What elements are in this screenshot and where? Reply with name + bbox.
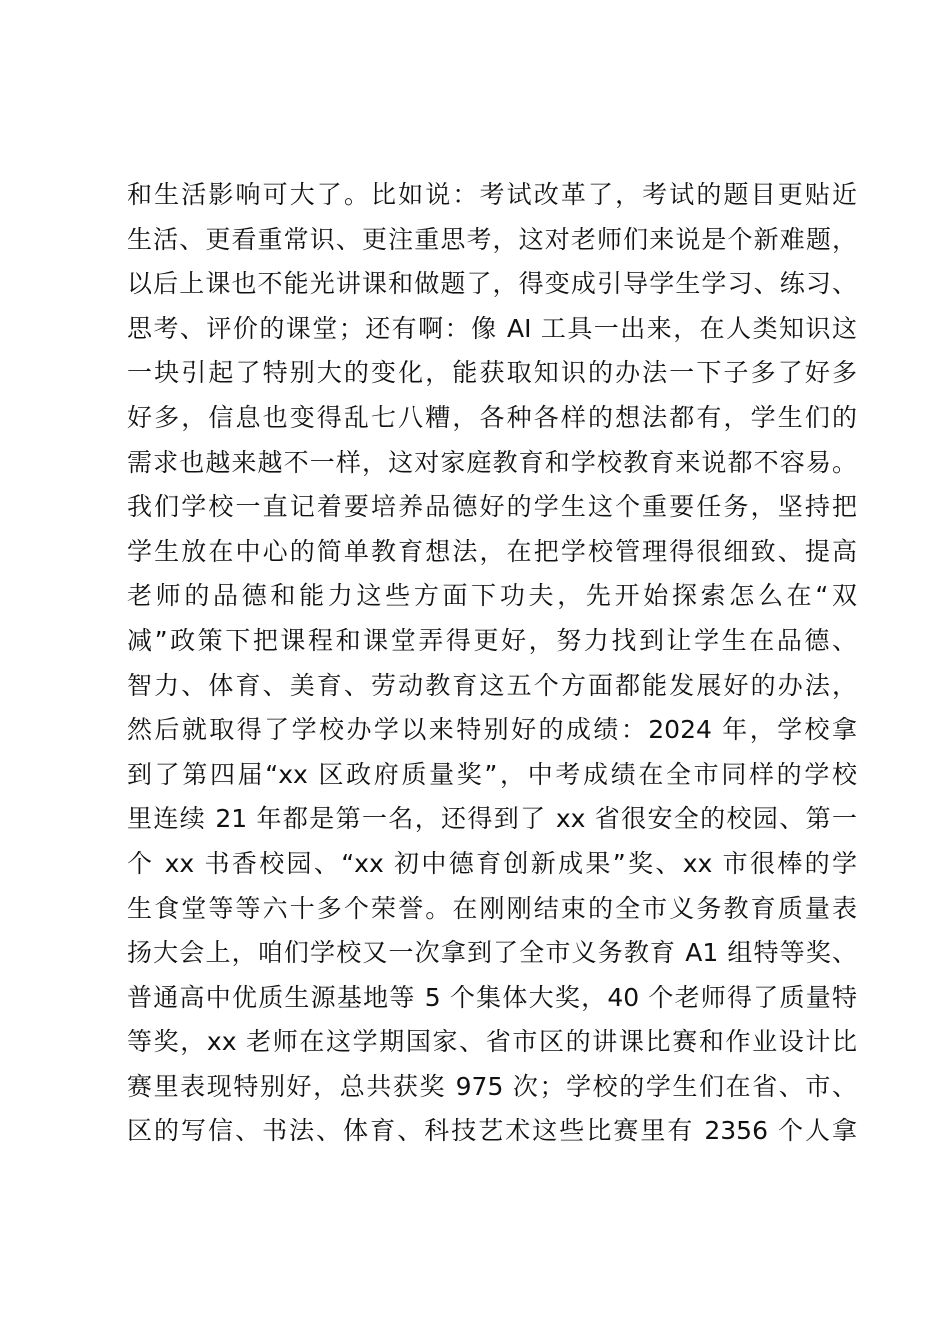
text-line: 我们学校一直记着要培养品德好的学生这个重要任务，坚持把 xyxy=(127,492,857,522)
text-line: 好多，信息也变得乱七八糟，各种各样的想法都有，学生们的 xyxy=(127,402,857,432)
text-line: 一块引起了特别大的变化，能获取知识的办法一下子多了好多 xyxy=(127,358,857,388)
text-line: 智力、体育、美育、劳动教育这五个方面都能发展好的办法， xyxy=(127,670,857,700)
text-line: 等奖，xx 老师在这学期国家、省市区的讲课比赛和作业设计比 xyxy=(127,1027,857,1057)
text-line: 然后就取得了学校办学以来特别好的成绩：2024 年，学校拿 xyxy=(127,715,857,745)
text-line: 扬大会上，咱们学校又一次拿到了全市义务教育 A1 组特等奖、 xyxy=(127,938,857,968)
text-line: 减”政策下把课程和课堂弄得更好，努力找到让学生在品德、 xyxy=(127,625,857,655)
text-line: 思考、评价的课堂；还有啊：像 AI 工具一出来，在人类知识这 xyxy=(127,313,857,343)
body-paragraph xyxy=(127,173,857,1154)
text-line: 赛里表现特别好，总共获奖 975 次；学校的学生们在省、市、 xyxy=(127,1071,857,1101)
text-line: 到了第四届“xx 区政府质量奖”，中考成绩在全市同样的学校 xyxy=(127,759,857,789)
text-line: 生食堂等等六十多个荣誉。在刚刚结束的全市义务教育质量表 xyxy=(127,893,857,923)
text-line: 学生放在中心的简单教育想法，在把学校管理得很细致、提高 xyxy=(127,536,857,566)
text-line: 生活、更看重常识、更注重思考，这对老师们来说是个新难题， xyxy=(127,224,857,254)
text-line: 区的写信、书法、体育、科技艺术这些比赛里有 2356 个人拿 xyxy=(127,1116,857,1146)
text-line: 老师的品德和能力这些方面下功夫，先开始探索怎么在“双 xyxy=(127,581,857,611)
text-line: 需求也越来越不一样，这对家庭教育和学校教育来说都不容易。 xyxy=(127,447,857,477)
text-line: 普通高中优质生源基地等 5 个集体大奖，40 个老师得了质量特 xyxy=(127,982,857,1012)
text-line: 里连续 21 年都是第一名，还得到了 xx 省很安全的校园、第一 xyxy=(127,804,857,834)
text-line: 个 xx 书香校园、“xx 初中德育创新成果”奖、xx 市很棒的学 xyxy=(127,848,857,878)
text-line: 以后上课也不能光讲课和做题了，得变成引导学生学习、练习、 xyxy=(127,269,857,299)
text-line: 和生活影响可大了。比如说：考试改革了，考试的题目更贴近 xyxy=(127,180,857,209)
